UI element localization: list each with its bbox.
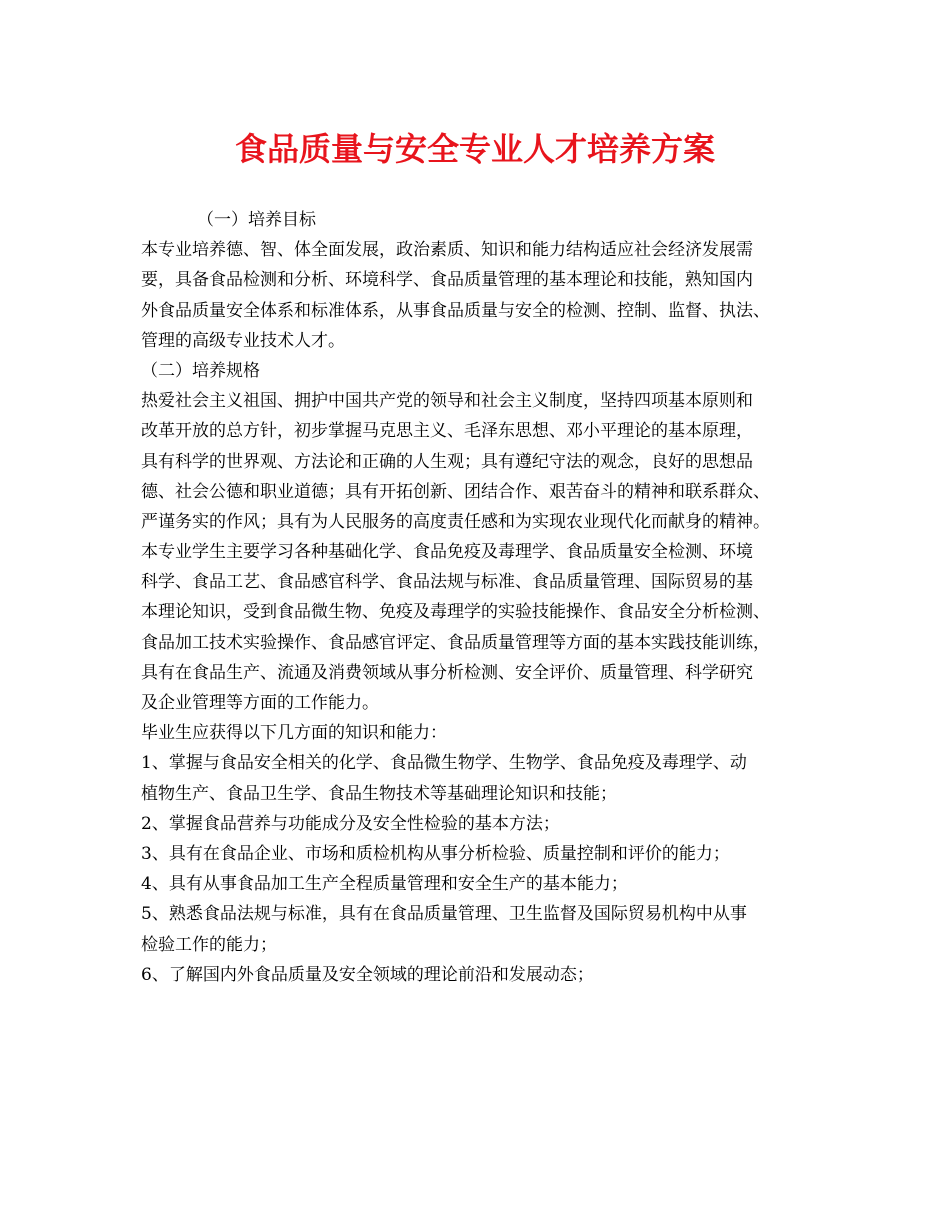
list-item-line: 5、熟悉食品法规与标准，具有在食品质量管理、卫生监督及国际贸易机构中从事 — [141, 904, 747, 925]
list-item-line: 3、具有在食品企业、市场和质检机构从事分析检验、质量控制和评价的能力； — [141, 843, 730, 864]
paragraph-line: 管理的高级专业技术人才。 — [141, 330, 345, 351]
paragraph-line: 本理论知识，受到食品微生物、免疫及毒理学的实验技能操作、食品安全分析检测、 — [141, 602, 770, 623]
paragraph-line: 严谨务实的作风；具有为人民服务的高度责任感和为实现农业现代化而献身的精神。 — [141, 511, 770, 532]
paragraph-line: 毕业生应获得以下几方面的知识和能力： — [141, 723, 447, 744]
list-item-line: 4、具有从事食品加工生产全程质量管理和安全生产的基本能力； — [141, 874, 628, 895]
paragraph-line: 本专业学生主要学习各种基础化学、食品免疫及毒理学、食品质量安全检测、环境 — [141, 542, 753, 563]
paragraph-line: 具有科学的世界观、方法论和正确的人生观；具有遵纪守法的观念，良好的思想品 — [141, 451, 753, 472]
paragraph-line: 食品加工技术实验操作、食品感官评定、食品质量管理等方面的基本实践技能训练， — [141, 632, 770, 653]
list-item-line: 6、了解国内外食品质量及安全领域的理论前沿和发展动态； — [141, 964, 594, 985]
paragraph-line: 科学、食品工艺、食品感官科学、食品法规与标准、食品质量管理、国际贸易的基 — [141, 572, 753, 593]
paragraph-line: 及企业管理等方面的工作能力。 — [141, 693, 379, 713]
paragraph-line: 本专业培养德、智、体全面发展，政治素质、知识和能力结构适应社会经济发展需 — [141, 240, 753, 261]
paragraph-line: 德、社会公德和职业道德；具有开拓创新、团结合作、艰苦奋斗的精神和联系群众、 — [141, 481, 770, 502]
list-item-line: 1、掌握与食品安全相关的化学、食品微生物学、生物学、食品免疫及毒理学、动 — [141, 753, 747, 774]
list-item-line: 植物生产、食品卫生学、食品生物技术等基础理论知识和技能； — [141, 783, 617, 804]
paragraph-line: 外食品质量安全体系和标准体系，从事食品质量与安全的检测、控制、监督、执法、 — [141, 300, 770, 321]
list-item-line: 2、掌握食品营养与功能成分及安全性检验的基本方法； — [141, 813, 560, 834]
document-body — [141, 205, 841, 990]
paragraph-line: 改革开放的总方针，初步掌握马克思主义、毛泽东思想、邓小平理论的基本原理， — [141, 421, 753, 442]
section-heading-specifications: （二）培养规格 — [141, 360, 260, 381]
section-heading-objectives: （一）培养目标 — [197, 210, 316, 230]
paragraph-line: 热爱社会主义祖国、拥护中国共产党的领导和社会主义制度，坚持四项基本原则和 — [141, 391, 753, 412]
list-item-line: 检验工作的能力； — [141, 934, 277, 955]
paragraph-line: 具有在食品生产、流通及消费领域从事分析检测、安全评价、质量管理、科学研究 — [141, 662, 753, 683]
paragraph-line: 要，具备食品检测和分析、环境科学、食品质量管理的基本理论和技能，熟知国内 — [141, 270, 753, 291]
document-title: 食品质量与安全专业人才培养方案 — [234, 130, 715, 168]
